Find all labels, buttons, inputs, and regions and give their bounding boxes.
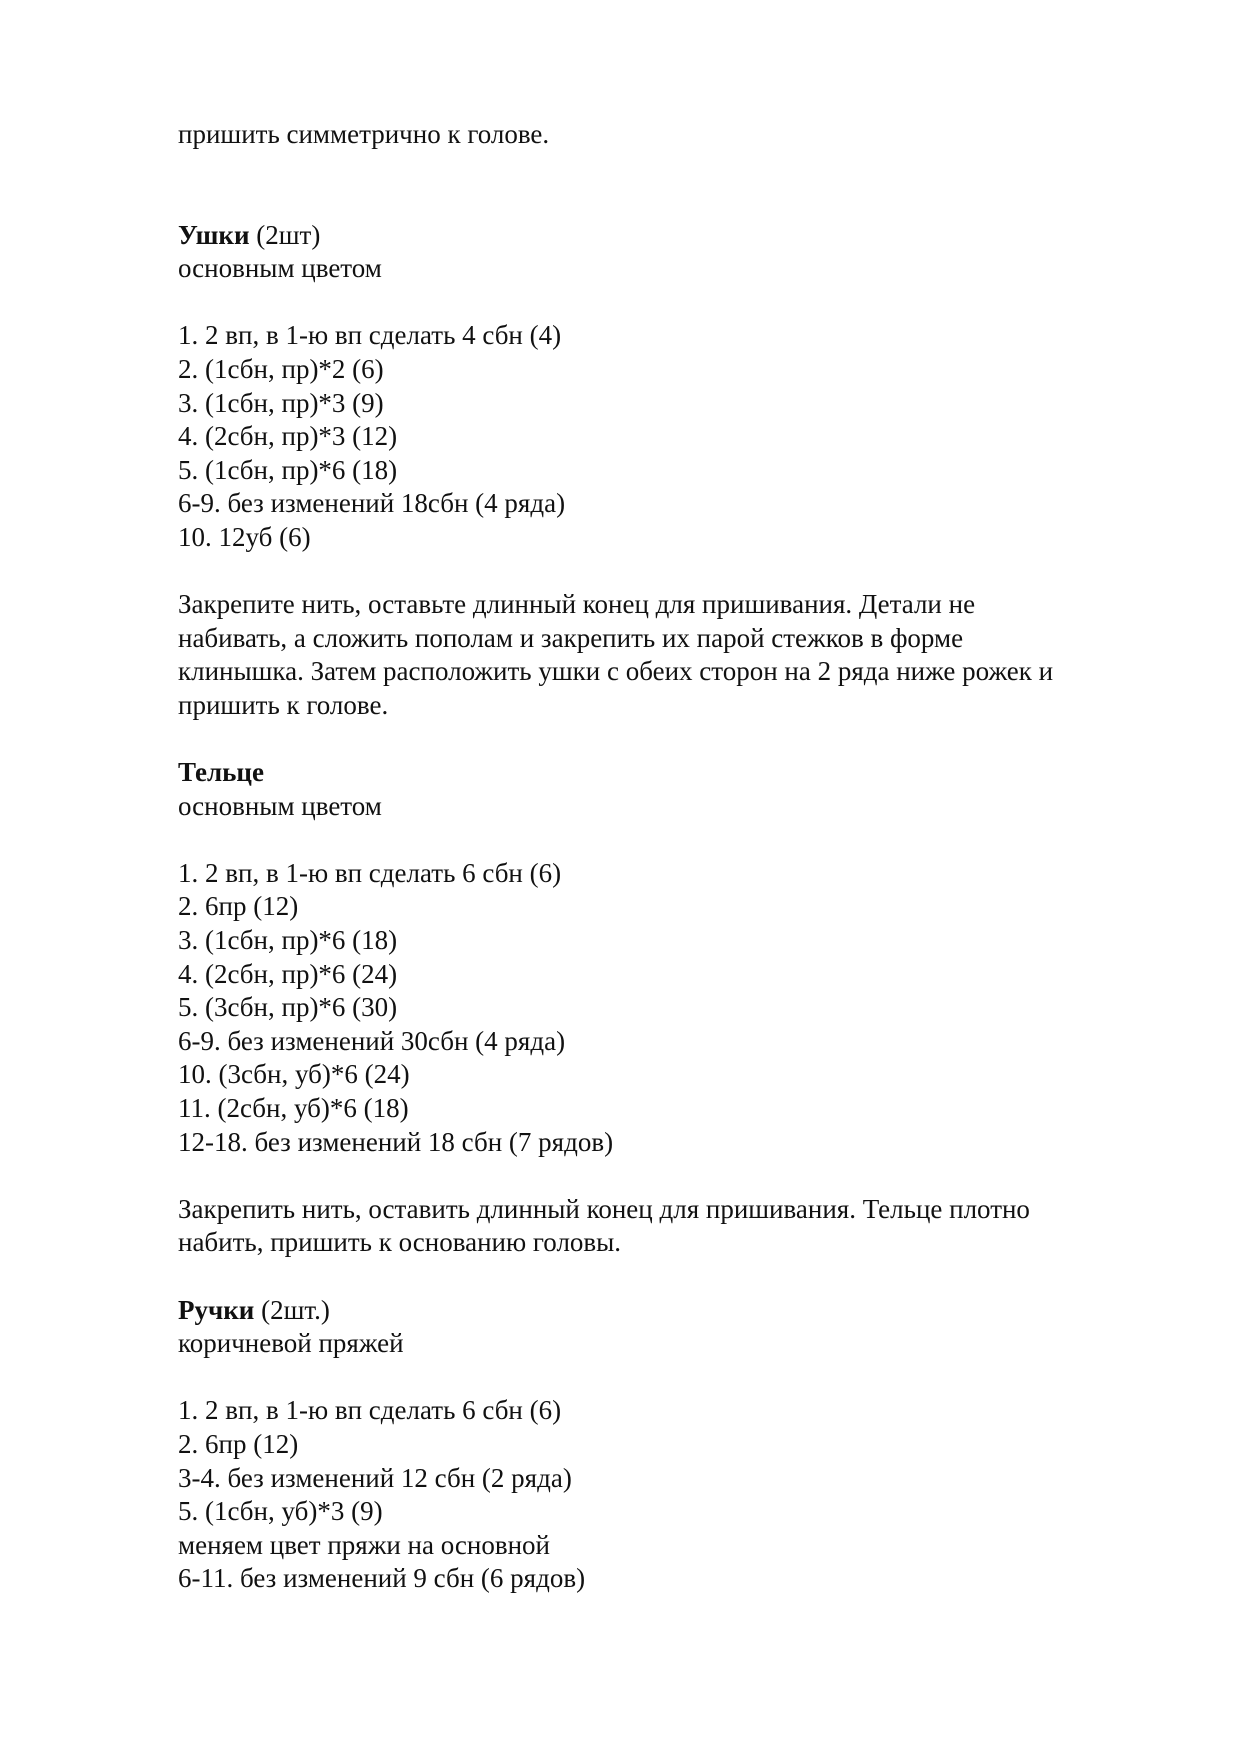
pattern-row: 6-9. без изменений 30сбн (4 ряда) <box>178 1025 566 1056</box>
section-heading <box>178 219 1158 253</box>
section-note-line: Закрепить нить, оставить длинный конец для пришивания. Тельце плотно <box>178 1193 1030 1224</box>
pattern-row: 3. (1сбн, пр)*3 (9) <box>178 387 384 418</box>
pattern-row: 12-18. без изменений 18 сбн (7 рядов) <box>178 1126 614 1157</box>
section-title-suffix: (2шт.) <box>254 1294 330 1325</box>
section-heading <box>178 756 1158 790</box>
section-subtitle: коричневой пряжей <box>178 1328 404 1359</box>
section-note-line: набить, пришить к основанию головы. <box>178 1227 622 1258</box>
section-note-line: набивать, а сложить пополам и закрепить их парой стежков в форме <box>178 622 964 653</box>
pattern-row: 6-9. без изменений 18сбн (4 ряда) <box>178 488 566 519</box>
pattern-row: 1. 2 вп, в 1-ю вп сделать 4 сбн (4) <box>178 320 562 351</box>
pattern-row: 2. 6пр (12) <box>178 891 299 922</box>
pattern-row: 1. 2 вп, в 1-ю вп сделать 6 сбн (6) <box>178 857 562 888</box>
section-note-line: клинышка. Затем расположить ушки с обеих сторон на 2 ряда ниже рожек и <box>178 656 1054 687</box>
section-title-suffix: (2шт) <box>249 219 321 250</box>
pattern-row: 11. (2сбн, уб)*6 (18) <box>178 1093 409 1124</box>
spacer <box>178 286 1158 320</box>
spacer <box>178 1361 1158 1395</box>
pattern-row: 10. (3сбн, уб)*6 (24) <box>178 1059 410 1090</box>
spacer <box>178 555 1158 589</box>
spacer <box>178 723 1158 757</box>
pattern-row: 3-4. без изменений 12 сбн (2 ряда) <box>178 1462 572 1493</box>
pattern-row: 10. 12уб (6) <box>178 521 311 552</box>
intro-text: пришить симметрично к голове. <box>178 119 550 149</box>
pattern-row: 5. (1сбн, уб)*3 (9) <box>178 1496 383 1527</box>
pattern-row: 1. 2 вп, в 1-ю вп сделать 6 сбн (6) <box>178 1395 562 1426</box>
pattern-row: 3. (1сбн, пр)*6 (18) <box>178 925 398 956</box>
pattern-row: 2. (1сбн, пр)*2 (6) <box>178 353 384 384</box>
spacer <box>178 1159 1158 1193</box>
spacer <box>178 1260 1158 1294</box>
spacer <box>178 152 1158 219</box>
pattern-row: 5. (3сбн, пр)*6 (30) <box>178 992 398 1023</box>
pattern-row: 4. (2сбн, пр)*6 (24) <box>178 958 398 989</box>
pattern-row: 4. (2сбн, пр)*3 (12) <box>178 421 398 452</box>
document-page <box>178 118 1158 1596</box>
section-note-line: Закрепите нить, оставьте длинный конец для пришивания. Детали не <box>178 589 976 620</box>
section-body <box>178 756 1158 1260</box>
section-subtitle: основным цветом <box>178 253 382 284</box>
section-ears <box>178 219 1158 723</box>
spacer <box>178 823 1158 857</box>
section-title: Тельце <box>178 757 264 788</box>
section-note-line: пришить к голове. <box>178 689 389 720</box>
section-title: Ручки <box>178 1294 255 1325</box>
pattern-row: меняем цвет пряжи на основной <box>178 1529 550 1560</box>
pattern-row: 2. 6пр (12) <box>178 1428 299 1459</box>
section-arms <box>178 1294 1158 1596</box>
section-title: Ушки <box>178 219 250 250</box>
pattern-row: 6-11. без изменений 9 сбн (6 рядов) <box>178 1563 586 1594</box>
pattern-row: 5. (1сбн, пр)*6 (18) <box>178 454 398 485</box>
section-subtitle: основным цветом <box>178 790 382 821</box>
section-heading <box>178 1294 1158 1328</box>
